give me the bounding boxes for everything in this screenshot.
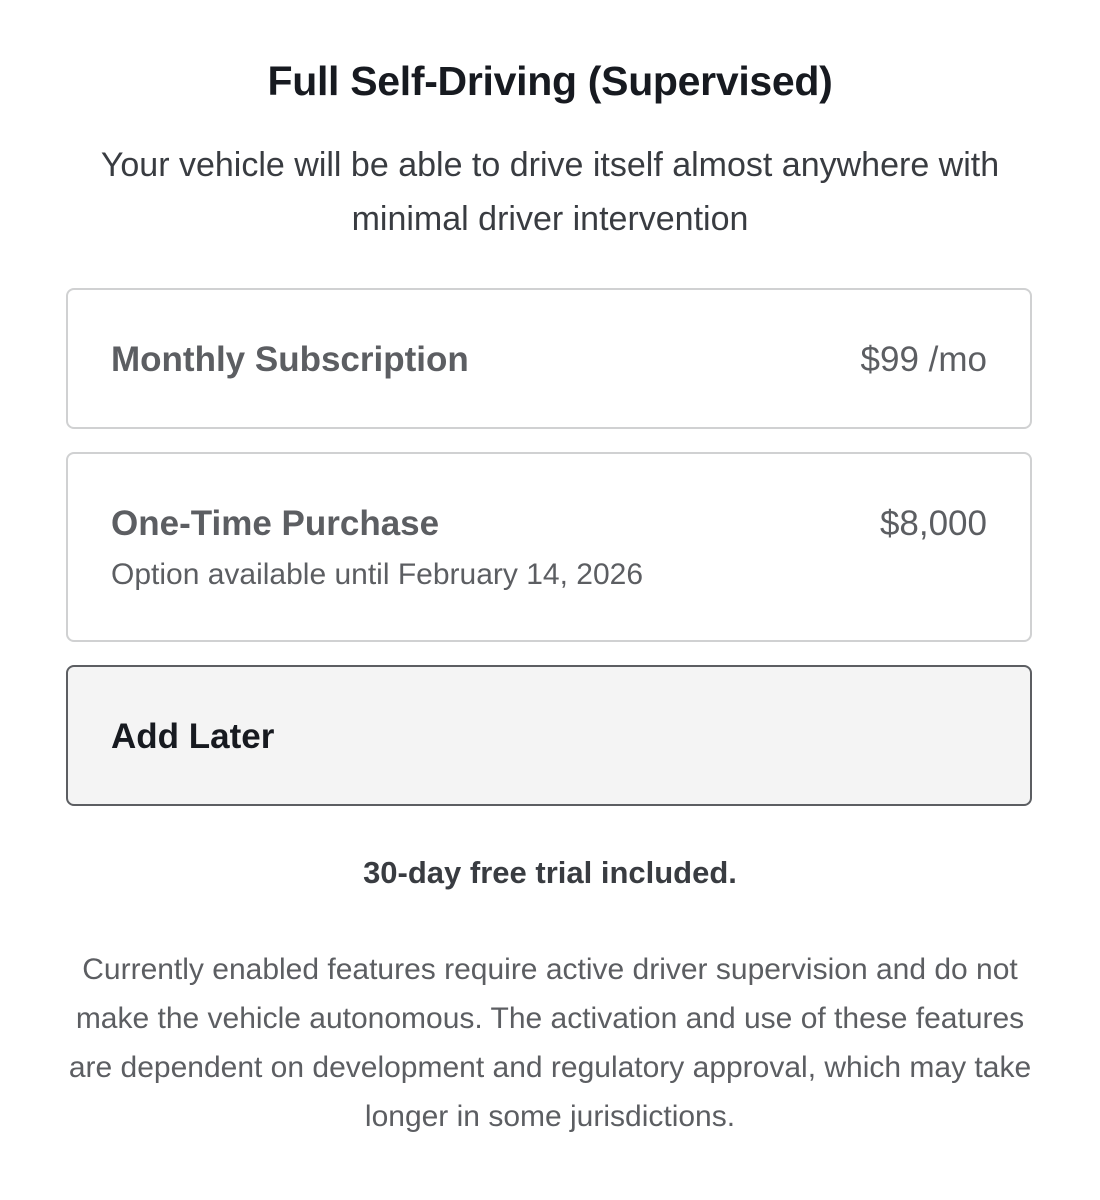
page-title: Full Self-Driving (Supervised) [267, 58, 833, 104]
supervision-disclaimer: Currently enabled features require active driver supervision and do not make the vehicle autonomous. The activation and use of these features are dependent on development and regulatory approval, which may take longer in some jurisdictions. [68, 953, 1032, 1133]
free-trial-note: 30-day free trial included. [363, 855, 737, 890]
one-time-purchase-label: One-Time Purchase [111, 504, 440, 543]
one-time-purchase-option[interactable] [66, 452, 1032, 642]
monthly-subscription-price: $99 /mo [860, 340, 987, 379]
one-time-purchase-price: $8,000 [879, 504, 987, 543]
monthly-subscription-option[interactable] [66, 288, 1032, 429]
one-time-purchase-availability-note: Option available until February 14, 2026 [111, 558, 644, 591]
add-later-label: Add Later [111, 717, 275, 756]
add-later-option[interactable] [66, 665, 1032, 806]
monthly-subscription-label: Monthly Subscription [111, 340, 469, 379]
page-subtitle: Your vehicle will be able to drive itself almost anywhere with minimal driver intervention [100, 146, 1000, 238]
